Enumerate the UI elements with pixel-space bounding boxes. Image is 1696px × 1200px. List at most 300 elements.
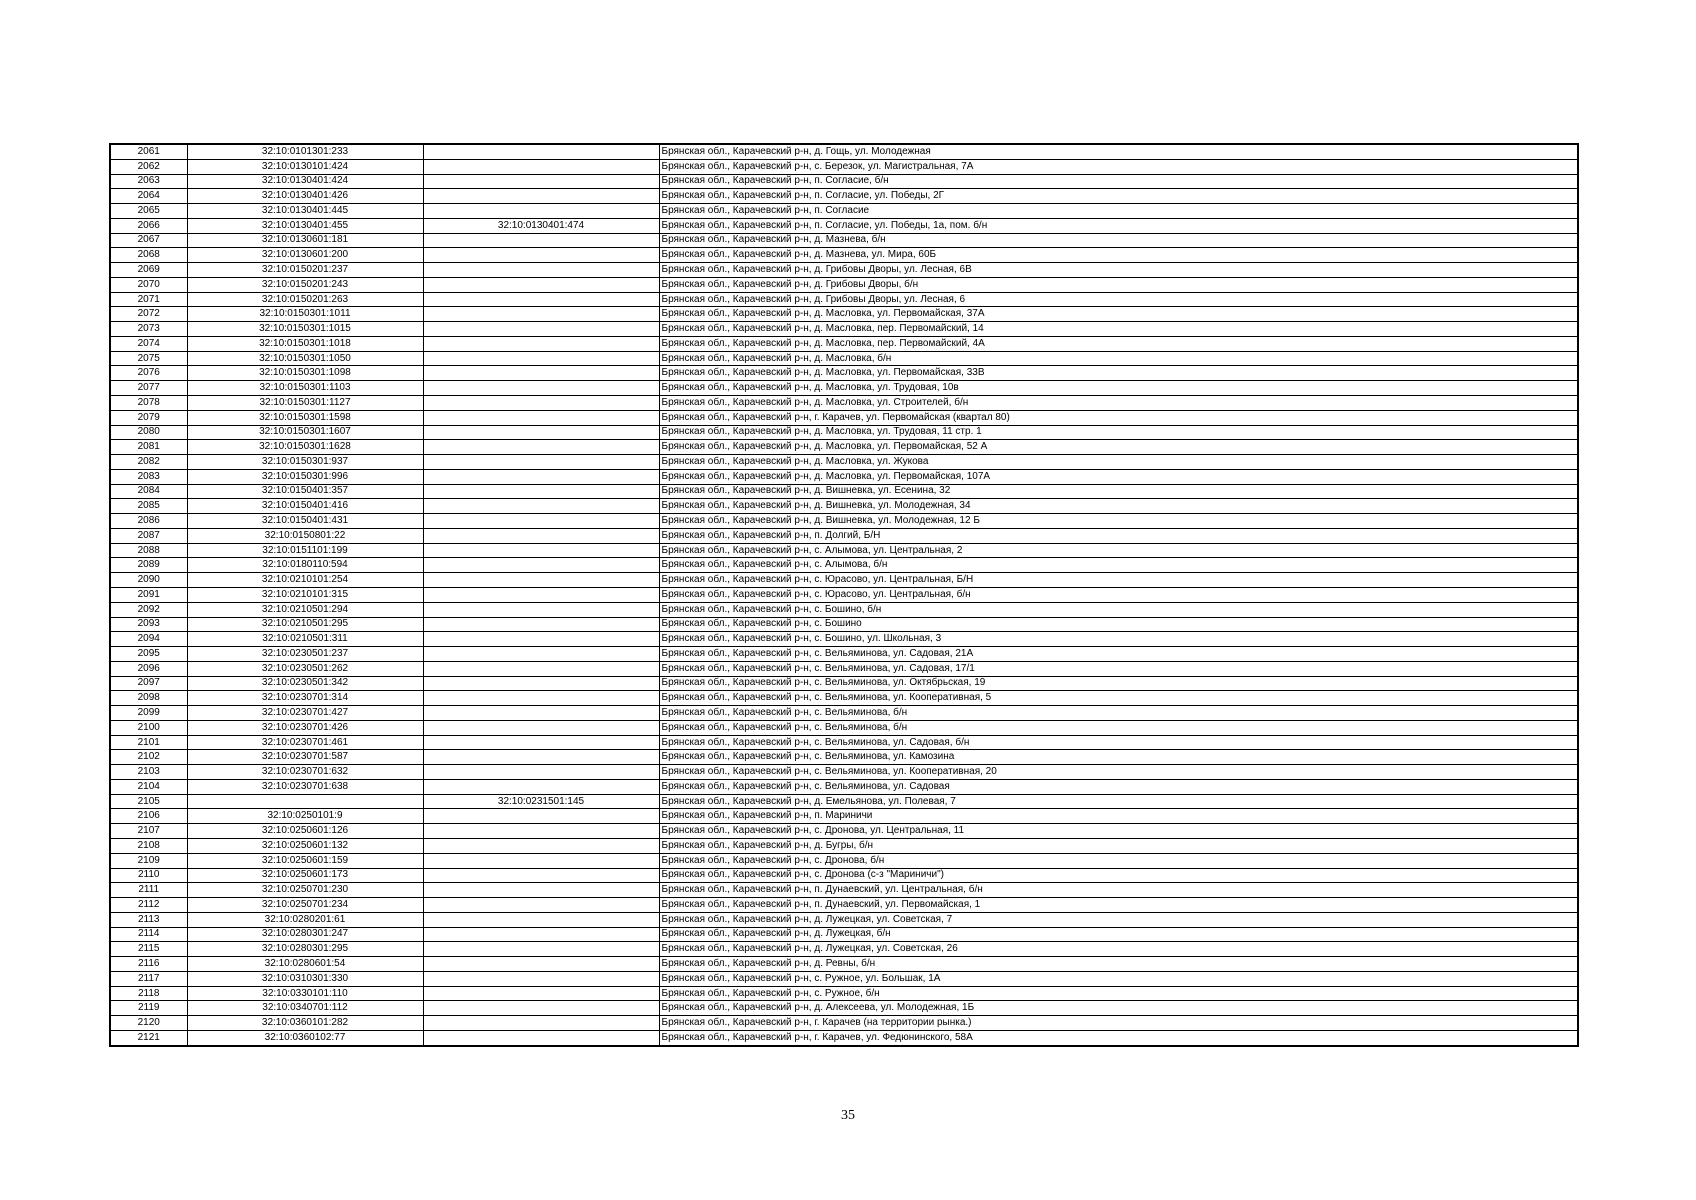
address-cell: Брянская обл., Карачевский р-н, с. Дронова (с-з "Мариничи"): [659, 868, 1578, 883]
secondary-cadastral-number-cell: [423, 853, 659, 868]
row-number-cell: 2095: [110, 647, 187, 662]
address-cell: Брянская обл., Карачевский р-н, д. Гощь, ул. Молодежная: [659, 144, 1578, 159]
address-cell: Брянская обл., Карачевский р-н, д. Масловка, ул. Жукова: [659, 455, 1578, 470]
secondary-cadastral-number-cell: [423, 144, 659, 159]
row-number-cell: 2076: [110, 366, 187, 381]
secondary-cadastral-number-cell: [423, 1016, 659, 1031]
address-cell: Брянская обл., Карачевский р-н, д. Грибовы Дворы, ул. Лесная, 6В: [659, 263, 1578, 278]
cadastral-number-cell: 32:10:0250601:173: [187, 868, 423, 883]
address-cell: Брянская обл., Карачевский р-н, п. Согласие, ул. Победы, 2Г: [659, 189, 1578, 204]
secondary-cadastral-number-cell: [423, 912, 659, 927]
row-number-cell: 2107: [110, 824, 187, 839]
table-row: [110, 484, 1578, 499]
table-row: [110, 706, 1578, 721]
row-number-cell: 2083: [110, 469, 187, 484]
address-cell: Брянская обл., Карачевский р-н, д. Емельянова, ул. Полевая, 7: [659, 794, 1578, 809]
table-row: [110, 366, 1578, 381]
table-row: [110, 587, 1578, 602]
row-number-cell: 2075: [110, 351, 187, 366]
cadastral-number-cell: 32:10:0250701:230: [187, 883, 423, 898]
cadastral-number-cell: 32:10:0150401:357: [187, 484, 423, 499]
table-row: [110, 794, 1578, 809]
table-row: [110, 277, 1578, 292]
table-row: [110, 144, 1578, 159]
secondary-cadastral-number-cell: [423, 248, 659, 263]
secondary-cadastral-number-cell: [423, 809, 659, 824]
row-number-cell: 2117: [110, 971, 187, 986]
cadastral-number-cell: 32:10:0150401:431: [187, 514, 423, 529]
address-cell: Брянская обл., Карачевский р-н, с. Бошино, ул. Школьная, 3: [659, 632, 1578, 647]
secondary-cadastral-number-cell: [423, 765, 659, 780]
secondary-cadastral-number-cell: [423, 351, 659, 366]
secondary-cadastral-number-cell: [423, 189, 659, 204]
row-number-cell: 2121: [110, 1030, 187, 1045]
row-number-cell: 2062: [110, 159, 187, 174]
table-row: [110, 204, 1578, 219]
table-row: [110, 1030, 1578, 1045]
secondary-cadastral-number-cell: [423, 868, 659, 883]
row-number-cell: 2077: [110, 381, 187, 396]
table-row: [110, 735, 1578, 750]
cadastral-number-cell: 32:10:0150301:1628: [187, 440, 423, 455]
table-row: [110, 853, 1578, 868]
table-row: [110, 898, 1578, 913]
row-number-cell: 2102: [110, 750, 187, 765]
address-cell: Брянская обл., Карачевский р-н, д. Масловка, ул. Трудовая, 10в: [659, 381, 1578, 396]
row-number-cell: 2080: [110, 425, 187, 440]
cadastral-number-cell: 32:10:0230501:342: [187, 676, 423, 691]
table-row: [110, 189, 1578, 204]
cadastral-number-cell: 32:10:0280601:54: [187, 957, 423, 972]
cadastral-number-cell: 32:10:0230701:587: [187, 750, 423, 765]
secondary-cadastral-number-cell: [423, 440, 659, 455]
secondary-cadastral-number-cell: [423, 233, 659, 248]
row-number-cell: 2063: [110, 174, 187, 189]
table-row: [110, 1016, 1578, 1031]
row-number-cell: 2086: [110, 514, 187, 529]
table-row: [110, 602, 1578, 617]
secondary-cadastral-number-cell: [423, 277, 659, 292]
registry-table: [109, 143, 1579, 1047]
table-row: [110, 174, 1578, 189]
secondary-cadastral-number-cell: [423, 824, 659, 839]
address-cell: Брянская обл., Карачевский р-н, д. Вишневка, ул. Молодежная, 12 Б: [659, 514, 1578, 529]
secondary-cadastral-number-cell: 32:10:0130401:474: [423, 218, 659, 233]
address-cell: Брянская обл., Карачевский р-н, д. Грибовы Дворы, ул. Лесная, 6: [659, 292, 1578, 307]
secondary-cadastral-number-cell: [423, 573, 659, 588]
address-cell: Брянская обл., Карачевский р-н, с. Бошино, б/н: [659, 602, 1578, 617]
table-row: [110, 868, 1578, 883]
row-number-cell: 2115: [110, 942, 187, 957]
cadastral-number-cell: 32:10:0150301:937: [187, 455, 423, 470]
row-number-cell: 2112: [110, 898, 187, 913]
cadastral-number-cell: 32:10:0150801:22: [187, 528, 423, 543]
table-row: [110, 307, 1578, 322]
secondary-cadastral-number-cell: [423, 263, 659, 278]
table-row: [110, 971, 1578, 986]
table-row: [110, 543, 1578, 558]
row-number-cell: 2106: [110, 809, 187, 824]
secondary-cadastral-number-cell: [423, 484, 659, 499]
address-cell: Брянская обл., Карачевский р-н, с. Вельяминова, ул. Октябрьская, 19: [659, 676, 1578, 691]
cadastral-number-cell: 32:10:0150201:243: [187, 277, 423, 292]
secondary-cadastral-number-cell: [423, 396, 659, 411]
table-row: [110, 927, 1578, 942]
table-row: [110, 883, 1578, 898]
row-number-cell: 2061: [110, 144, 187, 159]
secondary-cadastral-number-cell: [423, 706, 659, 721]
secondary-cadastral-number-cell: [423, 204, 659, 219]
cadastral-number-cell: 32:10:0130401:445: [187, 204, 423, 219]
address-cell: Брянская обл., Карачевский р-н, д. Мазнева, б/н: [659, 233, 1578, 248]
row-number-cell: 2114: [110, 927, 187, 942]
table-row: [110, 661, 1578, 676]
cadastral-number-cell: 32:10:0130101:424: [187, 159, 423, 174]
cadastral-number-cell: 32:10:0150301:996: [187, 469, 423, 484]
address-cell: Брянская обл., Карачевский р-н, д. Лужецкая, б/н: [659, 927, 1578, 942]
address-cell: Брянская обл., Карачевский р-н, с. Дронова, ул. Центральная, 11: [659, 824, 1578, 839]
secondary-cadastral-number-cell: [423, 779, 659, 794]
secondary-cadastral-number-cell: [423, 971, 659, 986]
address-cell: Брянская обл., Карачевский р-н, д. Грибовы Дворы, б/н: [659, 277, 1578, 292]
table-row: [110, 558, 1578, 573]
secondary-cadastral-number-cell: [423, 425, 659, 440]
cadastral-number-cell: 32:10:0150301:1015: [187, 322, 423, 337]
secondary-cadastral-number-cell: [423, 1030, 659, 1045]
row-number-cell: 2103: [110, 765, 187, 780]
address-cell: Брянская обл., Карачевский р-н, с. Вельяминова, ул. Камозина: [659, 750, 1578, 765]
address-cell: Брянская обл., Карачевский р-н, д. Масловка, ул. Строителей, б/н: [659, 396, 1578, 411]
row-number-cell: 2091: [110, 587, 187, 602]
address-cell: Брянская обл., Карачевский р-н, п. Согласие, ул. Победы, 1а, пом. б/н: [659, 218, 1578, 233]
address-cell: Брянская обл., Карачевский р-н, с. Ружное, б/н: [659, 986, 1578, 1001]
row-number-cell: 2113: [110, 912, 187, 927]
cadastral-number-cell: 32:10:0230701:632: [187, 765, 423, 780]
row-number-cell: 2104: [110, 779, 187, 794]
cadastral-number-cell: 32:10:0101301:233: [187, 144, 423, 159]
address-cell: Брянская обл., Карачевский р-н, д. Лужецкая, ул. Советская, 26: [659, 942, 1578, 957]
table-row: [110, 573, 1578, 588]
address-cell: Брянская обл., Карачевский р-н, д. Масловка, ул. Первомайская, 107А: [659, 469, 1578, 484]
table-row: [110, 957, 1578, 972]
row-number-cell: 2089: [110, 558, 187, 573]
row-number-cell: 2064: [110, 189, 187, 204]
cadastral-number-cell: 32:10:0230701:426: [187, 720, 423, 735]
table-row: [110, 425, 1578, 440]
secondary-cadastral-number-cell: [423, 883, 659, 898]
table-row: [110, 159, 1578, 174]
secondary-cadastral-number-cell: [423, 159, 659, 174]
address-cell: Брянская обл., Карачевский р-н, д. Масловка, пер. Первомайский, 14: [659, 322, 1578, 337]
row-number-cell: 2084: [110, 484, 187, 499]
cadastral-number-cell: 32:10:0150201:263: [187, 292, 423, 307]
cadastral-number-cell: 32:10:0150301:1103: [187, 381, 423, 396]
secondary-cadastral-number-cell: [423, 469, 659, 484]
row-number-cell: 2074: [110, 336, 187, 351]
row-number-cell: 2081: [110, 440, 187, 455]
address-cell: Брянская обл., Карачевский р-н, д. Масловка, ул. Первомайская, 33В: [659, 366, 1578, 381]
cadastral-number-cell: 32:10:0310301:330: [187, 971, 423, 986]
row-number-cell: 2087: [110, 528, 187, 543]
address-cell: Брянская обл., Карачевский р-н, д. Лужецкая, ул. Советская, 7: [659, 912, 1578, 927]
row-number-cell: 2067: [110, 233, 187, 248]
address-cell: Брянская обл., Карачевский р-н, д. Масловка, ул. Первомайская, 37А: [659, 307, 1578, 322]
row-number-cell: 2100: [110, 720, 187, 735]
secondary-cadastral-number-cell: [423, 336, 659, 351]
table-row: [110, 720, 1578, 735]
cadastral-number-cell: 32:10:0230701:461: [187, 735, 423, 750]
cadastral-number-cell: 32:10:0250701:234: [187, 898, 423, 913]
table-row: [110, 381, 1578, 396]
table-row: [110, 809, 1578, 824]
row-number-cell: 2069: [110, 263, 187, 278]
address-cell: Брянская обл., Карачевский р-н, п. Дунаевский, ул. Первомайская, 1: [659, 898, 1578, 913]
row-number-cell: 2108: [110, 838, 187, 853]
table-row: [110, 1001, 1578, 1016]
table-row: [110, 912, 1578, 927]
address-cell: Брянская обл., Карачевский р-н, с. Вельяминова, ул. Кооперативная, 5: [659, 691, 1578, 706]
page-number: 35: [841, 1108, 855, 1123]
cadastral-number-cell: 32:10:0230701:638: [187, 779, 423, 794]
table-row: [110, 499, 1578, 514]
address-cell: Брянская обл., Карачевский р-н, с. Дронова, б/н: [659, 853, 1578, 868]
cadastral-number-cell: 32:10:0150301:1598: [187, 410, 423, 425]
address-cell: Брянская обл., Карачевский р-н, с. Вельяминова, ул. Садовая, б/н: [659, 735, 1578, 750]
address-cell: Брянская обл., Карачевский р-н, с. Бошино: [659, 617, 1578, 632]
secondary-cadastral-number-cell: [423, 676, 659, 691]
address-cell: Брянская обл., Карачевский р-н, с. Вельяминова, ул. Садовая, 17/1: [659, 661, 1578, 676]
address-cell: Брянская обл., Карачевский р-н, с. Березок, ул. Магистральная, 7А: [659, 159, 1578, 174]
secondary-cadastral-number-cell: [423, 617, 659, 632]
secondary-cadastral-number-cell: [423, 735, 659, 750]
cadastral-number-cell: 32:10:0250601:159: [187, 853, 423, 868]
cadastral-number-cell: 32:10:0330101:110: [187, 986, 423, 1001]
table-row: [110, 263, 1578, 278]
cadastral-number-cell: 32:10:0210501:294: [187, 602, 423, 617]
table-row: [110, 455, 1578, 470]
address-cell: Брянская обл., Карачевский р-н, п. Долгий, Б/Н: [659, 528, 1578, 543]
secondary-cadastral-number-cell: [423, 838, 659, 853]
cadastral-number-cell: 32:10:0150201:237: [187, 263, 423, 278]
address-cell: Брянская обл., Карачевский р-н, д. Вишневка, ул. Молодежная, 34: [659, 499, 1578, 514]
table-row: [110, 750, 1578, 765]
cadastral-number-cell: 32:10:0150401:416: [187, 499, 423, 514]
secondary-cadastral-number-cell: [423, 307, 659, 322]
address-cell: Брянская обл., Карачевский р-н, п. Согласие: [659, 204, 1578, 219]
cadastral-number-cell: 32:10:0130401:426: [187, 189, 423, 204]
table-row: [110, 410, 1578, 425]
address-cell: Брянская обл., Карачевский р-н, д. Масловка, б/н: [659, 351, 1578, 366]
address-cell: Брянская обл., Карачевский р-н, д. Масловка, ул. Трудовая, 11 стр. 1: [659, 425, 1578, 440]
cadastral-number-cell: 32:10:0130601:200: [187, 248, 423, 263]
secondary-cadastral-number-cell: [423, 898, 659, 913]
cadastral-number-cell: 32:10:0210501:311: [187, 632, 423, 647]
secondary-cadastral-number-cell: [423, 514, 659, 529]
table-row: [110, 440, 1578, 455]
row-number-cell: 2105: [110, 794, 187, 809]
secondary-cadastral-number-cell: [423, 602, 659, 617]
row-number-cell: 2096: [110, 661, 187, 676]
table-row: [110, 336, 1578, 351]
cadastral-number-cell: 32:10:0210501:295: [187, 617, 423, 632]
address-cell: Брянская обл., Карачевский р-н, д. Вишневка, ул. Есенина, 32: [659, 484, 1578, 499]
row-number-cell: 2101: [110, 735, 187, 750]
cadastral-number-cell: 32:10:0210101:315: [187, 587, 423, 602]
secondary-cadastral-number-cell: [423, 720, 659, 735]
table-row: [110, 617, 1578, 632]
row-number-cell: 2109: [110, 853, 187, 868]
cadastral-number-cell: 32:10:0250601:132: [187, 838, 423, 853]
cadastral-number-cell: 32:10:0230501:262: [187, 661, 423, 676]
address-cell: Брянская обл., Карачевский р-н, с. Ружное, ул. Большак, 1А: [659, 971, 1578, 986]
cadastral-number-cell: 32:10:0280201:61: [187, 912, 423, 927]
cadastral-number-cell: 32:10:0150301:1050: [187, 351, 423, 366]
secondary-cadastral-number-cell: [423, 750, 659, 765]
address-cell: Брянская обл., Карачевский р-н, с. Вельяминова, ул. Садовая, 21А: [659, 647, 1578, 662]
cadastral-number-cell: 32:10:0130401:455: [187, 218, 423, 233]
row-number-cell: 2118: [110, 986, 187, 1001]
secondary-cadastral-number-cell: [423, 558, 659, 573]
table-row: [110, 632, 1578, 647]
table-row: [110, 838, 1578, 853]
secondary-cadastral-number-cell: [423, 691, 659, 706]
cadastral-number-cell: 32:10:0150301:1607: [187, 425, 423, 440]
cadastral-number-cell: 32:10:0150301:1018: [187, 336, 423, 351]
secondary-cadastral-number-cell: [423, 647, 659, 662]
secondary-cadastral-number-cell: [423, 455, 659, 470]
row-number-cell: 2065: [110, 204, 187, 219]
row-number-cell: 2093: [110, 617, 187, 632]
cadastral-number-cell: 32:10:0250101:9: [187, 809, 423, 824]
secondary-cadastral-number-cell: 32:10:0231501:145: [423, 794, 659, 809]
cadastral-number-cell: 32:10:0230501:237: [187, 647, 423, 662]
cadastral-number-cell: 32:10:0180110:594: [187, 558, 423, 573]
address-cell: Брянская обл., Карачевский р-н, п. Мариничи: [659, 809, 1578, 824]
row-number-cell: 2073: [110, 322, 187, 337]
cadastral-number-cell: 32:10:0151101:199: [187, 543, 423, 558]
secondary-cadastral-number-cell: [423, 1001, 659, 1016]
cadastral-number-cell: 32:10:0150301:1127: [187, 396, 423, 411]
row-number-cell: 2099: [110, 706, 187, 721]
cadastral-number-cell: 32:10:0280301:247: [187, 927, 423, 942]
secondary-cadastral-number-cell: [423, 986, 659, 1001]
row-number-cell: 2116: [110, 957, 187, 972]
address-cell: Брянская обл., Карачевский р-н, д. Бугры, б/н: [659, 838, 1578, 853]
secondary-cadastral-number-cell: [423, 366, 659, 381]
cadastral-number-cell: 32:10:0280301:295: [187, 942, 423, 957]
secondary-cadastral-number-cell: [423, 543, 659, 558]
address-cell: Брянская обл., Карачевский р-н, с. Вельяминова, б/н: [659, 720, 1578, 735]
cadastral-number-cell: 32:10:0150301:1098: [187, 366, 423, 381]
table-row: [110, 469, 1578, 484]
address-cell: Брянская обл., Карачевский р-н, с. Вельяминова, б/н: [659, 706, 1578, 721]
row-number-cell: 2078: [110, 396, 187, 411]
cadastral-number-cell: 32:10:0340701:112: [187, 1001, 423, 1016]
address-cell: Брянская обл., Карачевский р-н, с. Вельяминова, ул. Кооперативная, 20: [659, 765, 1578, 780]
table-row: [110, 322, 1578, 337]
row-number-cell: 2066: [110, 218, 187, 233]
secondary-cadastral-number-cell: [423, 942, 659, 957]
table-row: [110, 765, 1578, 780]
cadastral-number-cell: 32:10:0130401:424: [187, 174, 423, 189]
secondary-cadastral-number-cell: [423, 410, 659, 425]
secondary-cadastral-number-cell: [423, 661, 659, 676]
secondary-cadastral-number-cell: [423, 499, 659, 514]
row-number-cell: 2111: [110, 883, 187, 898]
cadastral-number-cell: 32:10:0130601:181: [187, 233, 423, 248]
cadastral-number-cell: 32:10:0150301:1011: [187, 307, 423, 322]
row-number-cell: 2090: [110, 573, 187, 588]
address-cell: Брянская обл., Карачевский р-н, с. Алымова, ул. Центральная, 2: [659, 543, 1578, 558]
table-row: [110, 292, 1578, 307]
address-cell: Брянская обл., Карачевский р-н, д. Масловка, ул. Первомайская, 52 А: [659, 440, 1578, 455]
table-row: [110, 986, 1578, 1001]
table-row: [110, 779, 1578, 794]
row-number-cell: 2092: [110, 602, 187, 617]
address-cell: Брянская обл., Карачевский р-н, д. Масловка, пер. Первомайский, 4А: [659, 336, 1578, 351]
table-row: [110, 514, 1578, 529]
secondary-cadastral-number-cell: [423, 957, 659, 972]
table-row: [110, 942, 1578, 957]
row-number-cell: 2071: [110, 292, 187, 307]
address-cell: Брянская обл., Карачевский р-н, с. Юрасово, ул. Центральная, б/н: [659, 587, 1578, 602]
table-row: [110, 351, 1578, 366]
cadastral-number-cell: 32:10:0360101:282: [187, 1016, 423, 1031]
row-number-cell: 2085: [110, 499, 187, 514]
cadastral-number-cell: 32:10:0230701:427: [187, 706, 423, 721]
address-cell: Брянская обл., Карачевский р-н, с. Алымова, б/н: [659, 558, 1578, 573]
row-number-cell: 2098: [110, 691, 187, 706]
table-row: [110, 824, 1578, 839]
table-row: [110, 396, 1578, 411]
secondary-cadastral-number-cell: [423, 381, 659, 396]
secondary-cadastral-number-cell: [423, 292, 659, 307]
table-row: [110, 248, 1578, 263]
table-row: [110, 676, 1578, 691]
cadastral-number-cell: [187, 794, 423, 809]
address-cell: Брянская обл., Карачевский р-н, д. Мазнева, ул. Мира, 60Б: [659, 248, 1578, 263]
row-number-cell: 2088: [110, 543, 187, 558]
table-row: [110, 218, 1578, 233]
address-cell: Брянская обл., Карачевский р-н, г. Карачев (на территории рынка.): [659, 1016, 1578, 1031]
row-number-cell: 2110: [110, 868, 187, 883]
table-row: [110, 647, 1578, 662]
row-number-cell: 2120: [110, 1016, 187, 1031]
secondary-cadastral-number-cell: [423, 322, 659, 337]
address-cell: Брянская обл., Карачевский р-н, г. Карачев, ул. Федюнинского, 58А: [659, 1030, 1578, 1045]
address-cell: Брянская обл., Карачевский р-н, с. Вельяминова, ул. Садовая: [659, 779, 1578, 794]
row-number-cell: 2070: [110, 277, 187, 292]
address-cell: Брянская обл., Карачевский р-н, п. Дунаевский, ул. Центральная, б/н: [659, 883, 1578, 898]
secondary-cadastral-number-cell: [423, 587, 659, 602]
secondary-cadastral-number-cell: [423, 632, 659, 647]
row-number-cell: 2119: [110, 1001, 187, 1016]
address-cell: Брянская обл., Карачевский р-н, д. Ревны, б/н: [659, 957, 1578, 972]
row-number-cell: 2079: [110, 410, 187, 425]
address-cell: Брянская обл., Карачевский р-н, г. Карачев, ул. Первомайская (квартал 80): [659, 410, 1578, 425]
row-number-cell: 2072: [110, 307, 187, 322]
row-number-cell: 2068: [110, 248, 187, 263]
cadastral-number-cell: 32:10:0250601:126: [187, 824, 423, 839]
row-number-cell: 2097: [110, 676, 187, 691]
cadastral-number-cell: 32:10:0210101:254: [187, 573, 423, 588]
cadastral-number-cell: 32:10:0360102:77: [187, 1030, 423, 1045]
registry-table-body: [110, 144, 1578, 1046]
address-cell: Брянская обл., Карачевский р-н, с. Юрасово, ул. Центральная, Б/Н: [659, 573, 1578, 588]
address-cell: Брянская обл., Карачевский р-н, п. Согласие, б/н: [659, 174, 1578, 189]
address-cell: Брянская обл., Карачевский р-н, д. Алексеева, ул. Молодежная, 1Б: [659, 1001, 1578, 1016]
secondary-cadastral-number-cell: [423, 528, 659, 543]
